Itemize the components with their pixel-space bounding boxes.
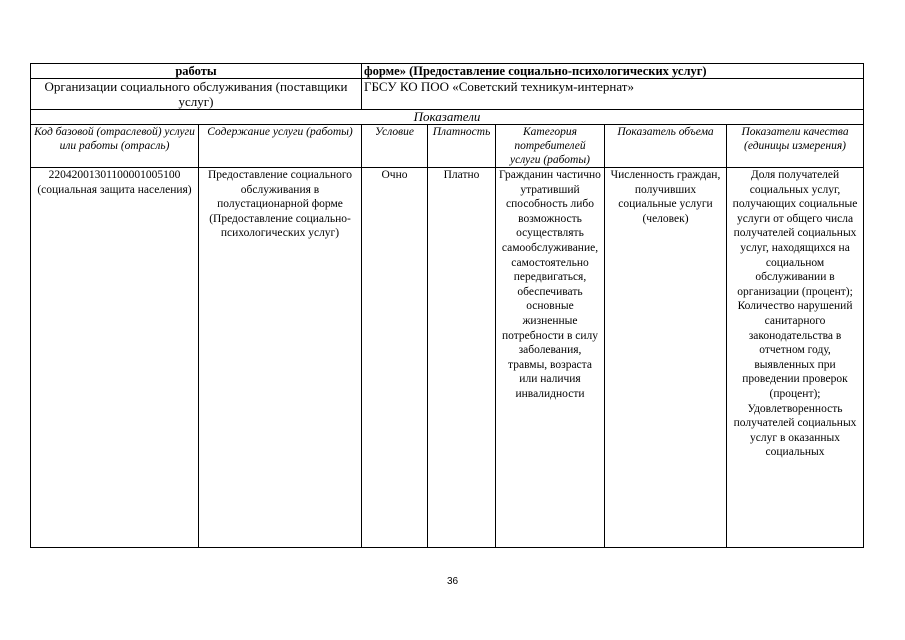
- cell-category: Гражданин частично утративший способность либо возможность осуществлять самообслуживание, самостоятельно передвигаться, обеспечивать основные жизненные потребности в силу заболевания, травмы, возраста или наличия инвалидности: [496, 168, 605, 548]
- cell-content: Предоставление социального обслуживания в полустационарной форме (Предоставление социально-психологических услуг): [199, 168, 362, 548]
- cell-payment: Платно: [428, 168, 496, 548]
- col-header-category: Категория потребителей услуги (работы): [496, 125, 605, 168]
- organization-name: ГБСУ КО ПОО «Советский техникум-интернат»: [362, 79, 864, 110]
- header-row: [31, 64, 864, 79]
- col-header-quality: Показатели качества (единицы измерения): [727, 125, 864, 168]
- organization-label: Организации социального обслуживания (поставщики услуг): [31, 79, 362, 110]
- col-header-code: Код базовой (отраслевой) услуги или работы (отрасль): [31, 125, 199, 168]
- cell-condition: Очно: [362, 168, 428, 548]
- col-header-condition: Условие: [362, 125, 428, 168]
- services-table: [30, 63, 864, 548]
- col-header-volume: Показатель объема: [605, 125, 727, 168]
- col-header-content: Содержание услуги (работы): [199, 125, 362, 168]
- cell-volume: Численность граждан, получивших социальные услуги (человек): [605, 168, 727, 548]
- cell-quality: Доля получателей социальных услуг, получающих социальные услуги от общего числа получателей социальных услуг, находящихся на социальном обслуживании в организации (процент); Количество нарушений санитарного законодательства в отчетном году, выявленных при проведении проверок (процент); Удовлетворенность получателей социальных услуг в оказанных социальных: [727, 168, 864, 548]
- header-right-cell: форме» (Предоставление социально-психологических услуг): [362, 64, 864, 79]
- page-number: 36: [446, 576, 459, 587]
- organization-row: [31, 79, 864, 110]
- header-left-cell: работы: [31, 64, 362, 79]
- col-header-payment: Платность: [428, 125, 496, 168]
- cell-code: 22042001301100001005100 (социальная защита населения): [31, 168, 199, 548]
- column-header-row: [31, 125, 864, 168]
- indicators-title: Показатели: [31, 110, 864, 125]
- table-row: [31, 168, 864, 548]
- indicators-row: [31, 110, 864, 125]
